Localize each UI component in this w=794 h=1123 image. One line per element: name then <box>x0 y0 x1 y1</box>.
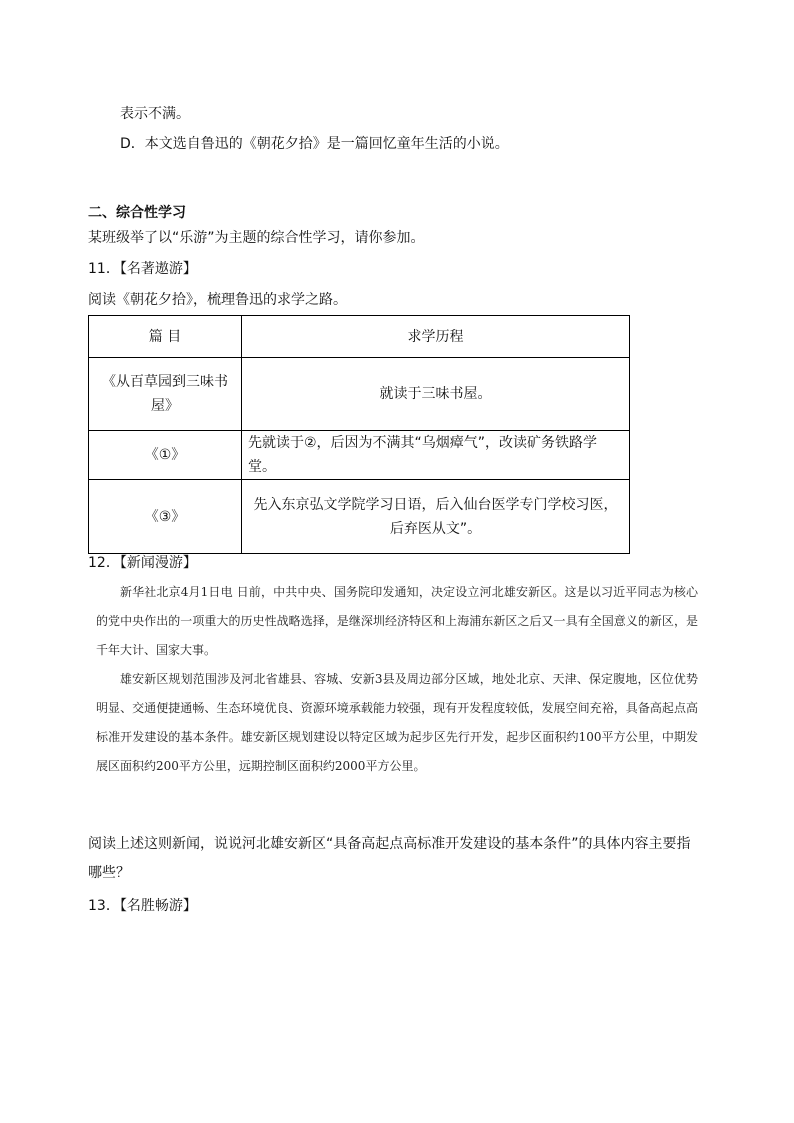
question-11-number: 11．【名著遨游】 <box>88 261 197 277</box>
table-header-history: 求学历程 <box>242 316 630 358</box>
table-cell-history: 先就读于②，后因为不满其“乌烟瘴气”，改读矿务铁路学堂。 <box>242 431 630 480</box>
section-title: 二、综合性学习 <box>88 205 186 221</box>
table-row <box>89 431 630 480</box>
section-intro: 某班级举了以“乐游”为主题的综合性学习，请你参加。 <box>88 230 425 246</box>
prev-option-continuation: 表示不满。 <box>120 106 190 122</box>
news-paragraph: 新华社北京4月1日电 日前，中共中央、国务院印发通知，决定设立河北雄安新区。这是以习近平同志为核心的党中央作出的一项重大的历史性战略选择，是继深圳经济特区和上海浦东新区之后又一具有全国意义的新区，是千年大计、国家大事。 <box>96 585 698 657</box>
table-cell-title: 《③》 <box>89 480 242 554</box>
table-row <box>89 358 630 431</box>
table-cell-title: 《①》 <box>89 431 242 480</box>
table-cell-history: 就读于三味书屋。 <box>242 358 630 431</box>
question-13-number: 13．【名胜畅游】 <box>88 898 197 914</box>
study-path-table <box>88 315 630 554</box>
table-cell-title: 《从百草园到三味书屋》 <box>89 358 242 431</box>
table-header-row <box>89 316 630 358</box>
news-paragraph: 雄安新区规划范围涉及河北省雄县、容城、安新3县及周边部分区域，地处北京、天津、保定腹地，区位优势明显、交通便捷通畅、生态环境优良、资源环境承载能力较强，现有开发程度较低，发展空间充裕，具备高起点高标准开发建设的基本条件。雄安新区规划建设以特定区域为起步区先行开发，起步区面积约100平方公里，中期发展区面积约200平方公里，远期控制区面积约2000平方公里。 <box>96 672 698 773</box>
table-cell-history: 先入东京弘文学院学习日语，后入仙台医学专门学校习医，后弃医从文”。 <box>242 480 630 554</box>
table-row <box>89 480 630 554</box>
prev-option-d: D．本文选自鲁迅的《朝花夕拾》是一篇回忆童年生活的小说。 <box>120 136 509 152</box>
question-12-prompt: 阅读上述这则新闻，说说河北雄安新区“具备高起点高标准开发建设的基本条件”的具体内容主要指哪些？ <box>88 836 691 881</box>
question-11-prompt: 阅读《朝花夕拾》，梳理鲁迅的求学之路。 <box>88 292 347 308</box>
table-header-title: 篇 目 <box>89 316 242 358</box>
question-12-number: 12．【新闻漫游】 <box>88 555 197 571</box>
news-article <box>96 578 698 781</box>
